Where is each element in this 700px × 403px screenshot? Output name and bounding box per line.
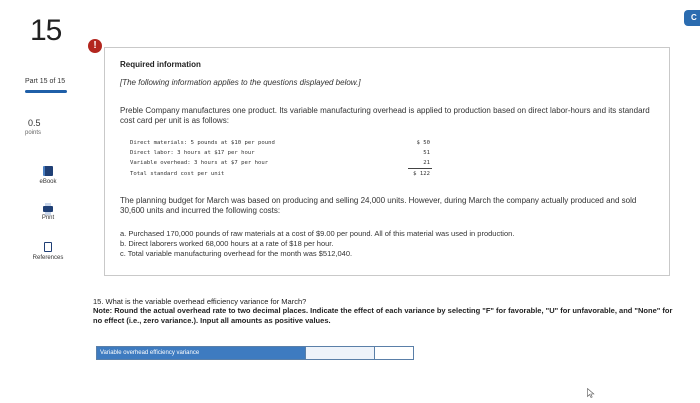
question-number: 15: [30, 14, 62, 47]
planning-paragraph: The planning budget for March was based on producing and selling 24,000 units. However, during March the company actually produced and sold 30,600 units and incurred the following costs:: [120, 196, 637, 215]
cost-amount: 21: [423, 160, 430, 166]
print-button[interactable]: [26, 204, 70, 221]
cost-label: Direct materials: 5 pounds at $10 per pound: [130, 140, 275, 146]
alert-icon: !: [88, 39, 102, 53]
part-progress-bar: [25, 90, 67, 93]
required-info-title: Required information: [120, 60, 201, 69]
print-icon: [43, 206, 53, 212]
cost-label: Total standard cost per unit: [130, 171, 225, 177]
list-item: b. Direct laborers worked 68,000 hours at a rate of $18 per hour.: [120, 239, 334, 248]
ebook-button[interactable]: [26, 166, 70, 185]
references-button[interactable]: [26, 242, 70, 261]
intro-paragraph: Preble Company manufactures one product. Its variable manufacturing overhead is applied to production based on direct labor-hours and its standard cost card per unit is as follows:: [120, 106, 650, 125]
mouse-cursor-icon: [587, 388, 595, 398]
ebook-label: eBook: [39, 179, 57, 185]
corner-button[interactable]: C: [684, 10, 700, 26]
points-value: 0.5: [28, 118, 41, 128]
answer-label: Variable overhead efficiency variance: [97, 347, 305, 359]
cost-label: Direct labor: 3 hours at $17 per hour: [130, 150, 255, 156]
question-note: Note: Round the actual overhead rate to two decimal places. Indicate the effect of each variance by selecting "F" for favorable, "U" for unfavorable, and "None" for no effect (i.e., zero variance.). Input all amounts as positive values.: [93, 306, 673, 325]
points-label: points: [25, 130, 42, 136]
print-label: Print: [41, 215, 55, 221]
cost-amount: $ 50: [416, 140, 430, 146]
cost-amount: 51: [423, 150, 430, 156]
references-icon: [44, 242, 52, 252]
list-item: a. Purchased 170,000 pounds of raw materials at a cost of $9.00 per pound. All of this material was used in production.: [120, 229, 515, 238]
required-info-note: [The following information applies to the questions displayed below.]: [120, 78, 361, 87]
variance-amount-input[interactable]: [305, 347, 375, 359]
references-label: References: [32, 255, 64, 261]
cost-amount: $ 122: [413, 171, 430, 177]
list-item: c. Total variable manufacturing overhead for the month was $512,040.: [120, 249, 353, 258]
question-text: 15. What is the variable overhead efficiency variance for March?: [93, 297, 307, 306]
cost-sum-line: [408, 168, 432, 169]
cost-label: Variable overhead: 3 hours at $7 per hour: [130, 160, 269, 166]
ebook-icon: [43, 166, 53, 176]
part-label: Part 15 of 15: [25, 78, 66, 85]
answer-row: [96, 346, 414, 360]
variance-effect-select[interactable]: [375, 347, 413, 359]
